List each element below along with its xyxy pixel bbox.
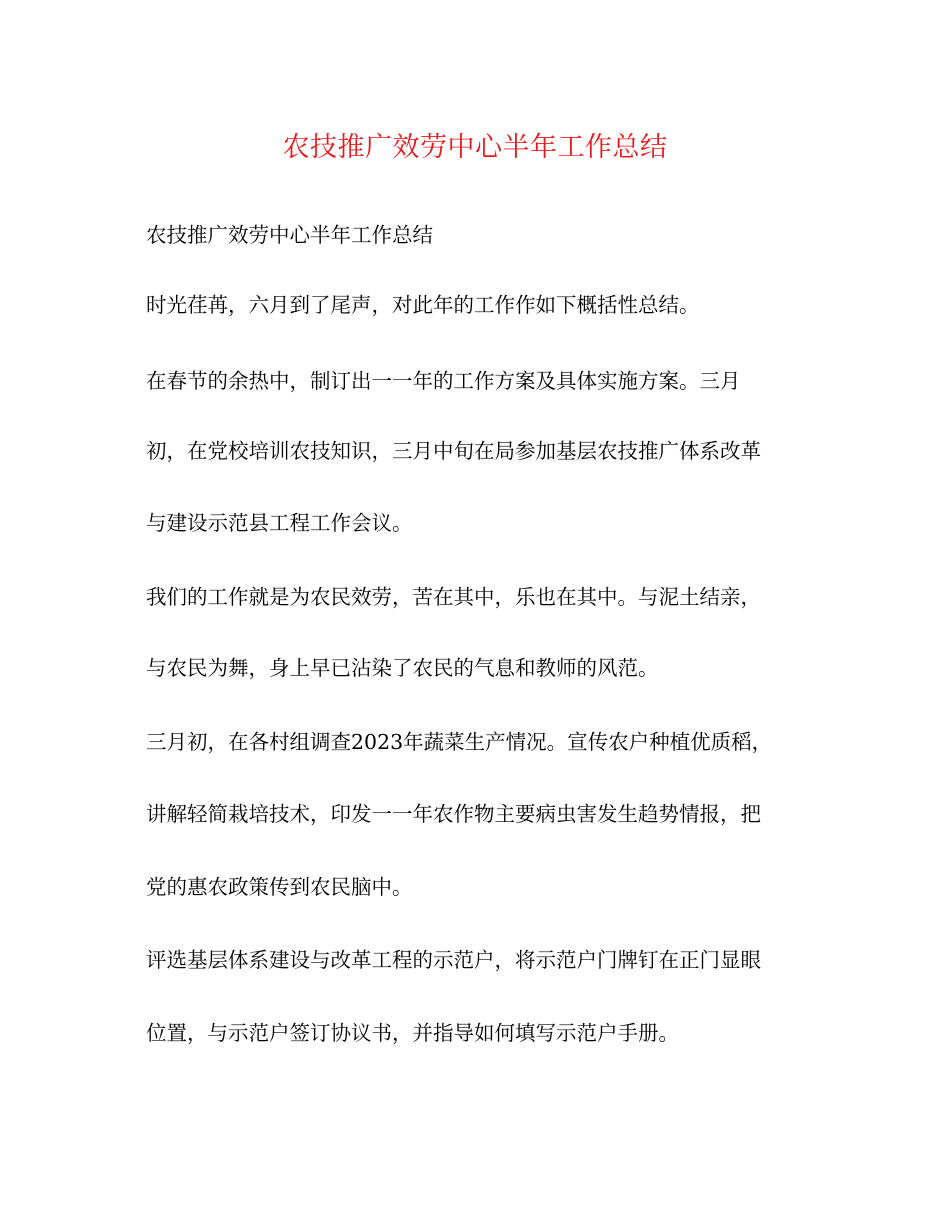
body-line-9: 讲解轻简栽培技术，印发一一年农作物主要病虫害发生趋势情报，把 [146,802,761,826]
body-line-12: 位置，与示范户签订协议书，并指导如何填写示范户手册。 [146,1021,679,1045]
body-line-6: 我们的工作就是为农民效劳，苦在其中，乐也在其中。与泥土结亲， [146,585,761,609]
body-line-1: 农技推广效劳中心半年工作总结 [146,223,433,247]
body-line-5: 与建设示范县工程工作会议。 [146,511,413,535]
body-line-10: 党的惠农政策传到农民脑中。 [146,875,413,899]
body-line-11: 评选基层体系建设与改革工程的示范户，将示范户门牌钉在正门显眼 [146,948,761,972]
document-title: 农技推广效劳中心半年工作总结 [282,132,668,163]
body-line-7: 与农民为舞，身上早已沾染了农民的气息和教师的风范。 [146,656,659,680]
body-line-8: 三月初，在各村组调查2023年蔬菜生产情况。宣传农户种植优质稻， [146,730,773,754]
body-line-4: 初，在党校培训农技知识，三月中旬在局参加基层农技推广体系改革 [146,439,761,463]
body-line-3: 在春节的余热中，制订出一一年的工作方案及具体实施方案。三月 [146,369,741,393]
body-line-2: 时光荏苒，六月到了尾声，对此年的工作作如下概括性总结。 [146,293,700,317]
